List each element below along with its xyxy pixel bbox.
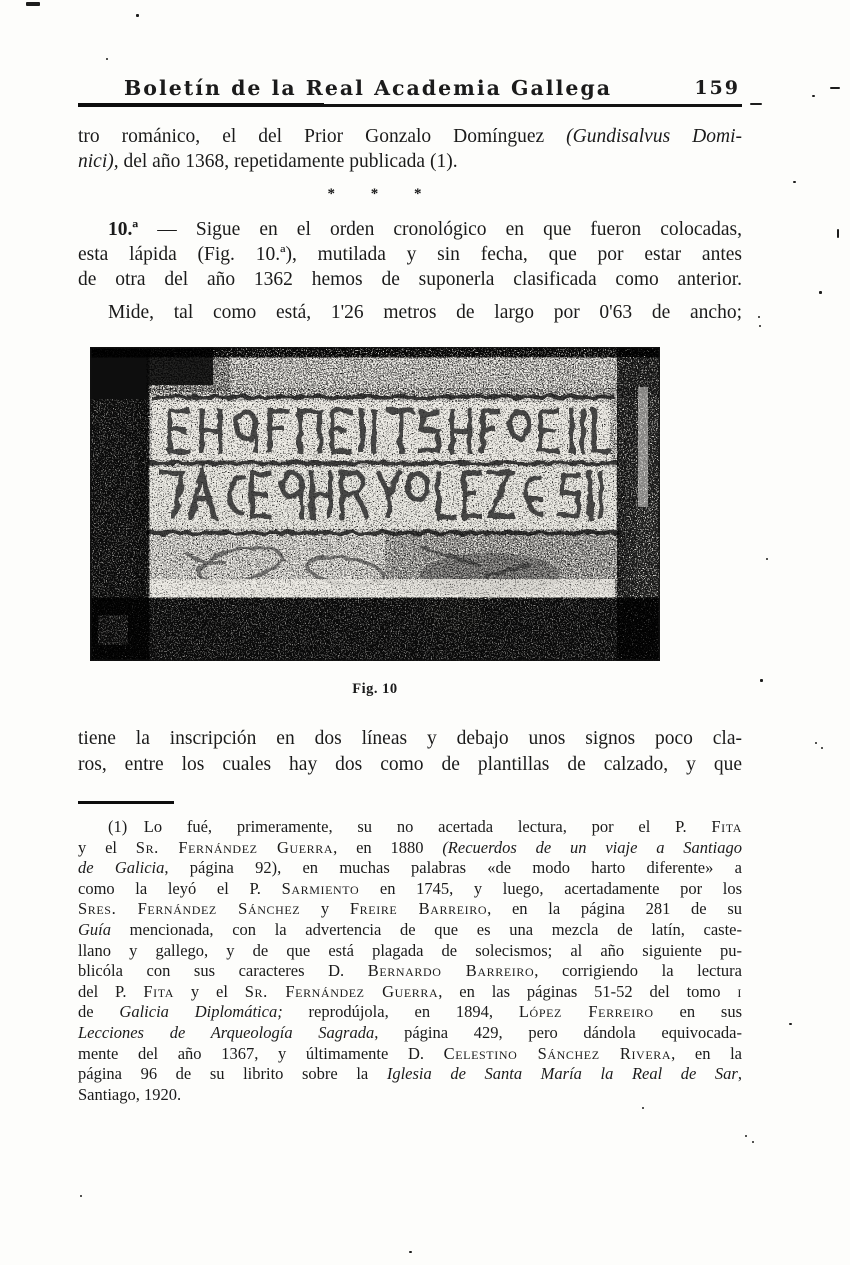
figure-10 <box>90 347 660 661</box>
text-line: 10.ª — Sigue en el orden cronológico en que fueron colocadas, <box>108 219 742 240</box>
lapida-photo <box>90 347 660 661</box>
scan-speck <box>830 87 840 89</box>
text-line: Sres. Fernández Sánchez y Freire Barreiro, en la página 281 de su <box>78 899 742 919</box>
scan-speck <box>821 747 823 749</box>
text-line: como la leyó el P. Sarmiento en 1745, y luego, acertadamente por los <box>78 878 742 898</box>
text-line: y el Sr. Fernández Guerra, en 1880 (Recuerdos de un viaje a Santiago <box>78 837 742 857</box>
figure-caption: Fig. 10 <box>352 681 398 697</box>
scan-speck <box>793 181 796 183</box>
text-line: esta lápida (Fig. 10.ª), mutilada y sin fecha, que por estar antes <box>78 244 742 265</box>
scan-speck <box>819 291 822 294</box>
scan-speck <box>106 58 108 60</box>
scan-speck <box>758 316 760 318</box>
text-column <box>78 76 742 1105</box>
footnote <box>78 817 742 1105</box>
running-header <box>78 76 742 102</box>
scan-speck <box>812 95 815 97</box>
text-line: de otra del año 1362 hemos de suponerla clasificada como anterior. <box>78 269 742 290</box>
scan-speck <box>750 103 762 105</box>
text-line: página 96 de su librito sobre la Iglesia de Santa María la Real de Sar, <box>78 1064 742 1084</box>
page-number: 159 <box>694 77 740 99</box>
text-line: Guía mencionada, con la advertencia de que es una mezcla de latín, caste- <box>78 919 742 939</box>
text-line: tro románico, el del Prior Gonzalo Domínguez (Gundisalvus Domi- <box>78 126 742 147</box>
text-line: nici), del año 1368, repetidamente publicada (1). <box>78 151 458 172</box>
journal-title: Boletín de la Real Academia Gallega <box>123 76 613 100</box>
header-rule <box>78 103 742 109</box>
text-line: llano y gallego, y de que está plagada de solecismos; al año siguiente pu- <box>78 940 742 960</box>
scan-speck <box>837 229 839 238</box>
text-line: Mide, tal como está, 1'26 metros de largo por 0'63 de ancho; <box>108 302 742 323</box>
text-line: de Galicia Diplomática; reprodújola, en 1894, López Ferreiro en sus <box>78 1002 742 1022</box>
text-line: blicóla con sus caracteres D. Bernardo Barreiro, corrigiendo la lectura <box>78 961 742 981</box>
scan-speck <box>752 1141 754 1143</box>
asterisk-separator: * * * <box>327 186 438 202</box>
text-line: de Galicia, página 92), en muchas palabras «de modo harto diferente» a <box>78 858 742 878</box>
text-line: (1) Lo fué, primeramente, su no acertada lectura, por el P. Fita <box>108 817 742 836</box>
text-line: ros, entre los cuales hay dos como de plantillas de calzado, y que <box>78 753 742 775</box>
paragraph <box>78 124 742 174</box>
footnote-rule <box>78 801 174 804</box>
text-line: Santiago, 1920. <box>78 1084 182 1104</box>
text-line: tiene la inscripción en dos líneas y debajo unos signos poco cla- <box>78 728 742 749</box>
scan-speck <box>642 1107 644 1109</box>
paragraph <box>78 726 742 777</box>
scan-speck <box>136 14 139 17</box>
scan-speck <box>745 1135 747 1137</box>
scan-speck <box>80 1195 82 1197</box>
scan-speck <box>766 558 768 560</box>
text-line: mente del año 1367, y últimamente D. Celestino Sánchez Rivera, en la <box>78 1043 742 1063</box>
text-line: Lecciones de Arqueología Sagrada, página 429, pero dándola equivocada- <box>78 1022 743 1042</box>
paragraph <box>78 300 742 325</box>
scan-speck <box>759 325 761 327</box>
scan-speck <box>789 1023 792 1025</box>
scan-speck <box>409 1251 412 1253</box>
scan-speck <box>760 679 763 682</box>
scan-speck <box>815 742 817 744</box>
text-line: del P. Fita y el Sr. Fernández Guerra, en las páginas 51-52 del tomo i <box>78 981 742 1001</box>
scan-speck <box>26 2 40 6</box>
paragraph <box>78 217 742 292</box>
